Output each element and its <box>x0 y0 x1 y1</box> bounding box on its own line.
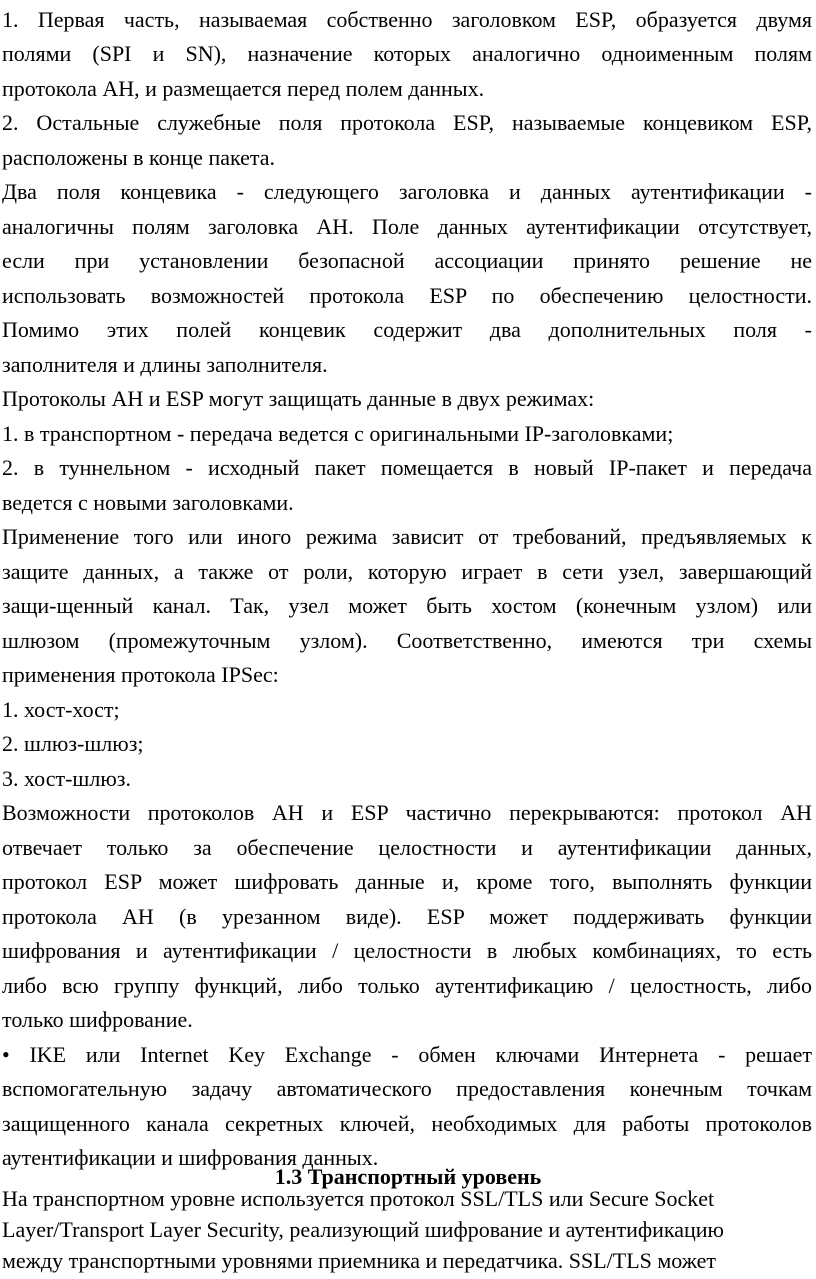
text-line: заполнителя и длины заполнителя. <box>2 352 328 377</box>
text-line: Возможности протоколов AH и ESP частично перекрываются: протокол AH <box>2 800 812 825</box>
text-line: защищенного канала секретных ключей, необходимых для работы протоколов <box>2 1111 812 1136</box>
text-line: Протоколы AH и ESP могут защищать данные в двух режимах: <box>2 386 595 411</box>
text-line: 2. в туннельном - исходный пакет помещается в новый IP-пакет и передача <box>2 455 812 480</box>
section-heading: 1.3 Транспортный уровень <box>274 1164 542 1189</box>
text-line: защи-щенный канал. Так, узел может быть хостом (конечным узлом) или <box>2 593 812 618</box>
text-line: ведется с новыми заголовками. <box>2 490 294 515</box>
list-item: 2. шлюз-шлюз; <box>2 731 144 756</box>
text-line: либо всю группу функций, либо только аутентификацию / целостность, либо <box>2 973 812 998</box>
text-line: протокол ESP может шифровать данные и, кроме того, выполнять функции <box>2 869 812 894</box>
text-line: только шифрование. <box>2 1007 193 1032</box>
text-line: вспомогательную задачу автоматического предоставления конечным точкам <box>2 1076 812 1101</box>
text-line: Помимо этих полей концевик содержит два дополнительных поля - <box>2 317 812 342</box>
text-line: 1. в транспортном - передача ведется с оригинальными IP-заголовками; <box>2 421 674 446</box>
text-line: Layer/Transport Layer Security, реализующий шифрование и аутентификацию <box>2 1217 724 1242</box>
text-line: На транспортном уровне используется протокол SSL/TLS или Secure Socket <box>2 1186 715 1211</box>
text-line: шифрования и аутентификации / целостности в любых комбинациях, то есть <box>2 938 812 963</box>
text-line: расположены в конце пакета. <box>2 145 276 170</box>
text-line: аналогичны полям заголовка AH. Поле данных аутентификации отсутствует, <box>2 214 812 239</box>
text-line: протокола AH, и размещается перед полем данных. <box>2 76 485 101</box>
text-line: 2. Остальные служебные поля протокола ESP, называемые концевиком ESP, <box>2 110 812 135</box>
list-item: 3. хост-шлюз. <box>2 766 131 791</box>
text-line: полями (SPI и SN), назначение которых аналогично одноименным полям <box>2 41 812 66</box>
text-line: аутентификации и шифрования данных. <box>2 1145 379 1170</box>
text-line: применения протокола IPSec: <box>2 662 279 687</box>
list-item: 1. хост-хост; <box>2 697 120 722</box>
text-line: отвечает только за обеспечение целостности и аутентификации данных, <box>2 835 812 860</box>
text-line: если при установлении безопасной ассоциации принято решение не <box>2 248 812 273</box>
bullet-line: • IKE или Internet Key Exchange - обмен ключами Интернета - решает <box>2 1042 812 1067</box>
text-line: использовать возможностей протокола ESP по обеспечению целостности. <box>2 283 812 308</box>
text-line: Два поля концевика - следующего заголовка и данных аутентификации - <box>2 179 812 204</box>
text-line: защите данных, а также от роли, которую играет в сети узел, завершающий <box>2 559 812 584</box>
text-line: между транспортными уровнями приемника и передатчика. SSL/TLS может <box>2 1248 717 1273</box>
text-line: протокола AH (в урезанном виде). ESP может поддерживать функции <box>2 904 812 929</box>
text-line: Применение того или иного режима зависит от требований, предъявляемых к <box>2 524 812 549</box>
text-line: шлюзом (промежуточным узлом). Соответственно, имеются три схемы <box>2 628 812 653</box>
text-line: 1. Первая часть, называемая собственно заголовком ESP, образуется двумя <box>2 7 812 32</box>
